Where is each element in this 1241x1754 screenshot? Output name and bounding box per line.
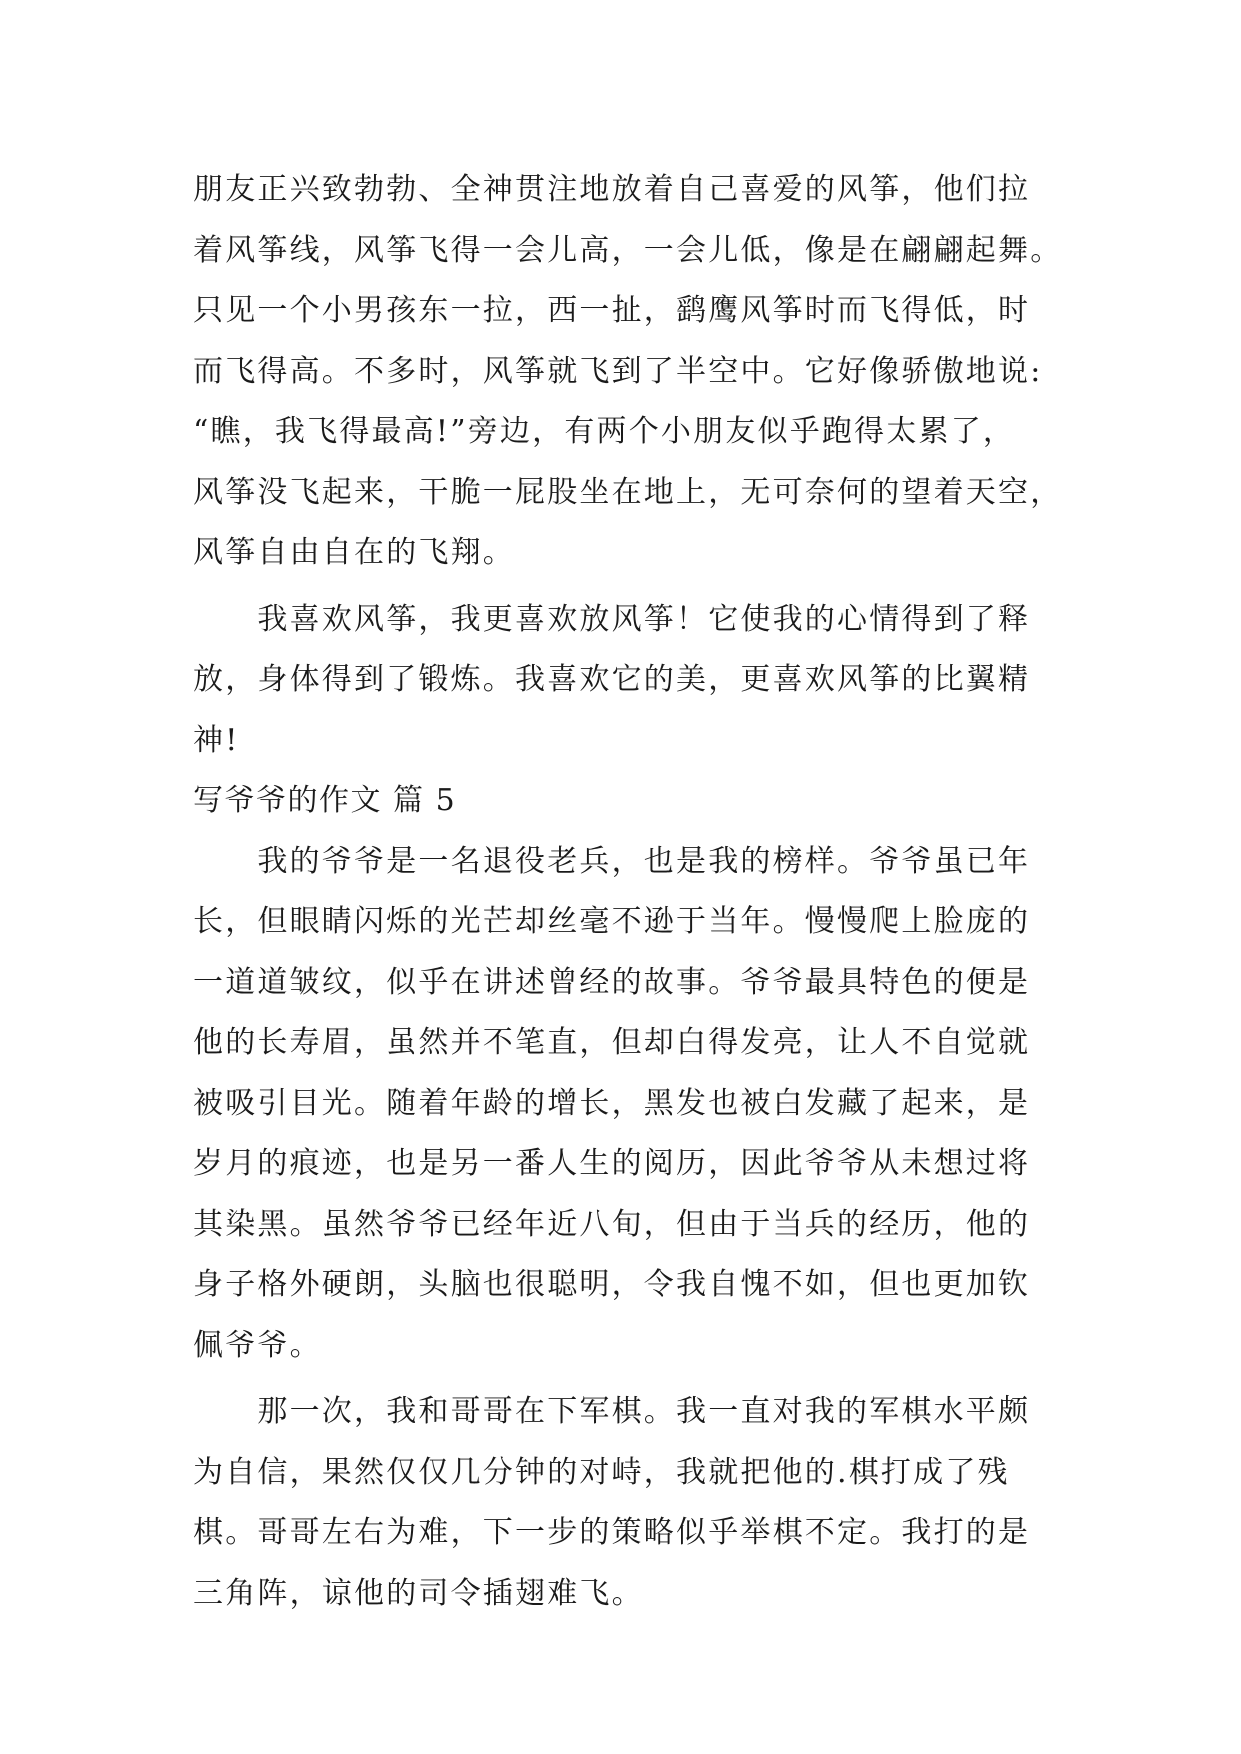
text-line: 我的爷爷是一名退役老兵，也是我的榜样。爷爷虽已年: [193, 843, 1031, 879]
text-line: 棋。哥哥左右为难，下一步的策略似乎举棋不定。我打的是: [193, 1515, 1031, 1550]
text-line: 风筝自由自在的飞翔。: [193, 535, 515, 570]
text-line: 那一次，我和哥哥在下军棋。我一直对我的军棋水平颇: [193, 1394, 1031, 1429]
paragraph-chess-game: [193, 1382, 1053, 1624]
text-line: 而飞得高。不多时，风筝就飞到了半空中。它好像骄傲地说:: [193, 353, 1043, 389]
text-line: 为自信，果然仅仅几分钟的对峙，我就把他的.棋打成了残: [193, 1454, 1010, 1490]
text-line: 其染黑。虽然爷爷已经年近八旬，但由于当兵的经历，他的: [193, 1206, 1031, 1242]
document-page: [193, 160, 1063, 1624]
text-line: 一道道皱纹，似乎在讲述曾经的故事。爷爷最具特色的便是: [193, 964, 1031, 1000]
text-line: 我喜欢风筝，我更喜欢放风筝！它使我的心情得到了释: [193, 601, 1031, 637]
text-line: 佩爷爷。: [193, 1327, 322, 1363]
text-line: 被吸引目光。随着年龄的增长，黑发也被白发藏了起来，是: [193, 1085, 1031, 1121]
text-line: 长，但眼睛闪烁的光芒却丝毫不逊于当年。慢慢爬上脸庞的: [193, 904, 1031, 939]
section-heading: [193, 771, 1053, 832]
text-line: “瞧，我飞得最高!”旁边，有两个小朋友似乎跑得太累了，: [193, 414, 1016, 449]
text-line: 朋友正兴致勃勃、全神贯注地放着自己喜爱的风筝，他们拉: [193, 172, 1031, 207]
text-line: 他的长寿眉，虽然并不笔直，但却白得发亮，让人不自觉就: [193, 1025, 1031, 1060]
paragraph-grandpa-description: [193, 832, 1053, 1377]
paragraph-kite-conclusion: [193, 590, 1053, 772]
paragraph-kite-scene: [193, 160, 1063, 584]
text-line: 风筝没飞起来，干脆一屁股坐在地上，无可奈何的望着天空，: [193, 474, 1063, 510]
text-line: 身子格外硬朗，头脑也很聪明，令我自愧不如，但也更加钦: [193, 1267, 1031, 1302]
text-line: 放，身体得到了锻炼。我喜欢它的美，更喜欢风筝的比翼精: [193, 662, 1031, 697]
text-line: 着风筝线，风筝飞得一会儿高，一会儿低，像是在翩翩起舞。: [193, 232, 1063, 268]
text-line: 只见一个小男孩东一拉，西一扯，鹞鹰风筝时而飞得低，时: [193, 293, 1031, 328]
text-line: 三角阵，谅他的司令插翅难飞。: [193, 1575, 644, 1611]
section-title: 写爷爷的作文 篇 5: [193, 783, 457, 818]
text-line: 神!: [193, 722, 240, 758]
text-line: 岁月的痕迹，也是另一番人生的阅历，因此爷爷从未想过将: [193, 1146, 1031, 1181]
